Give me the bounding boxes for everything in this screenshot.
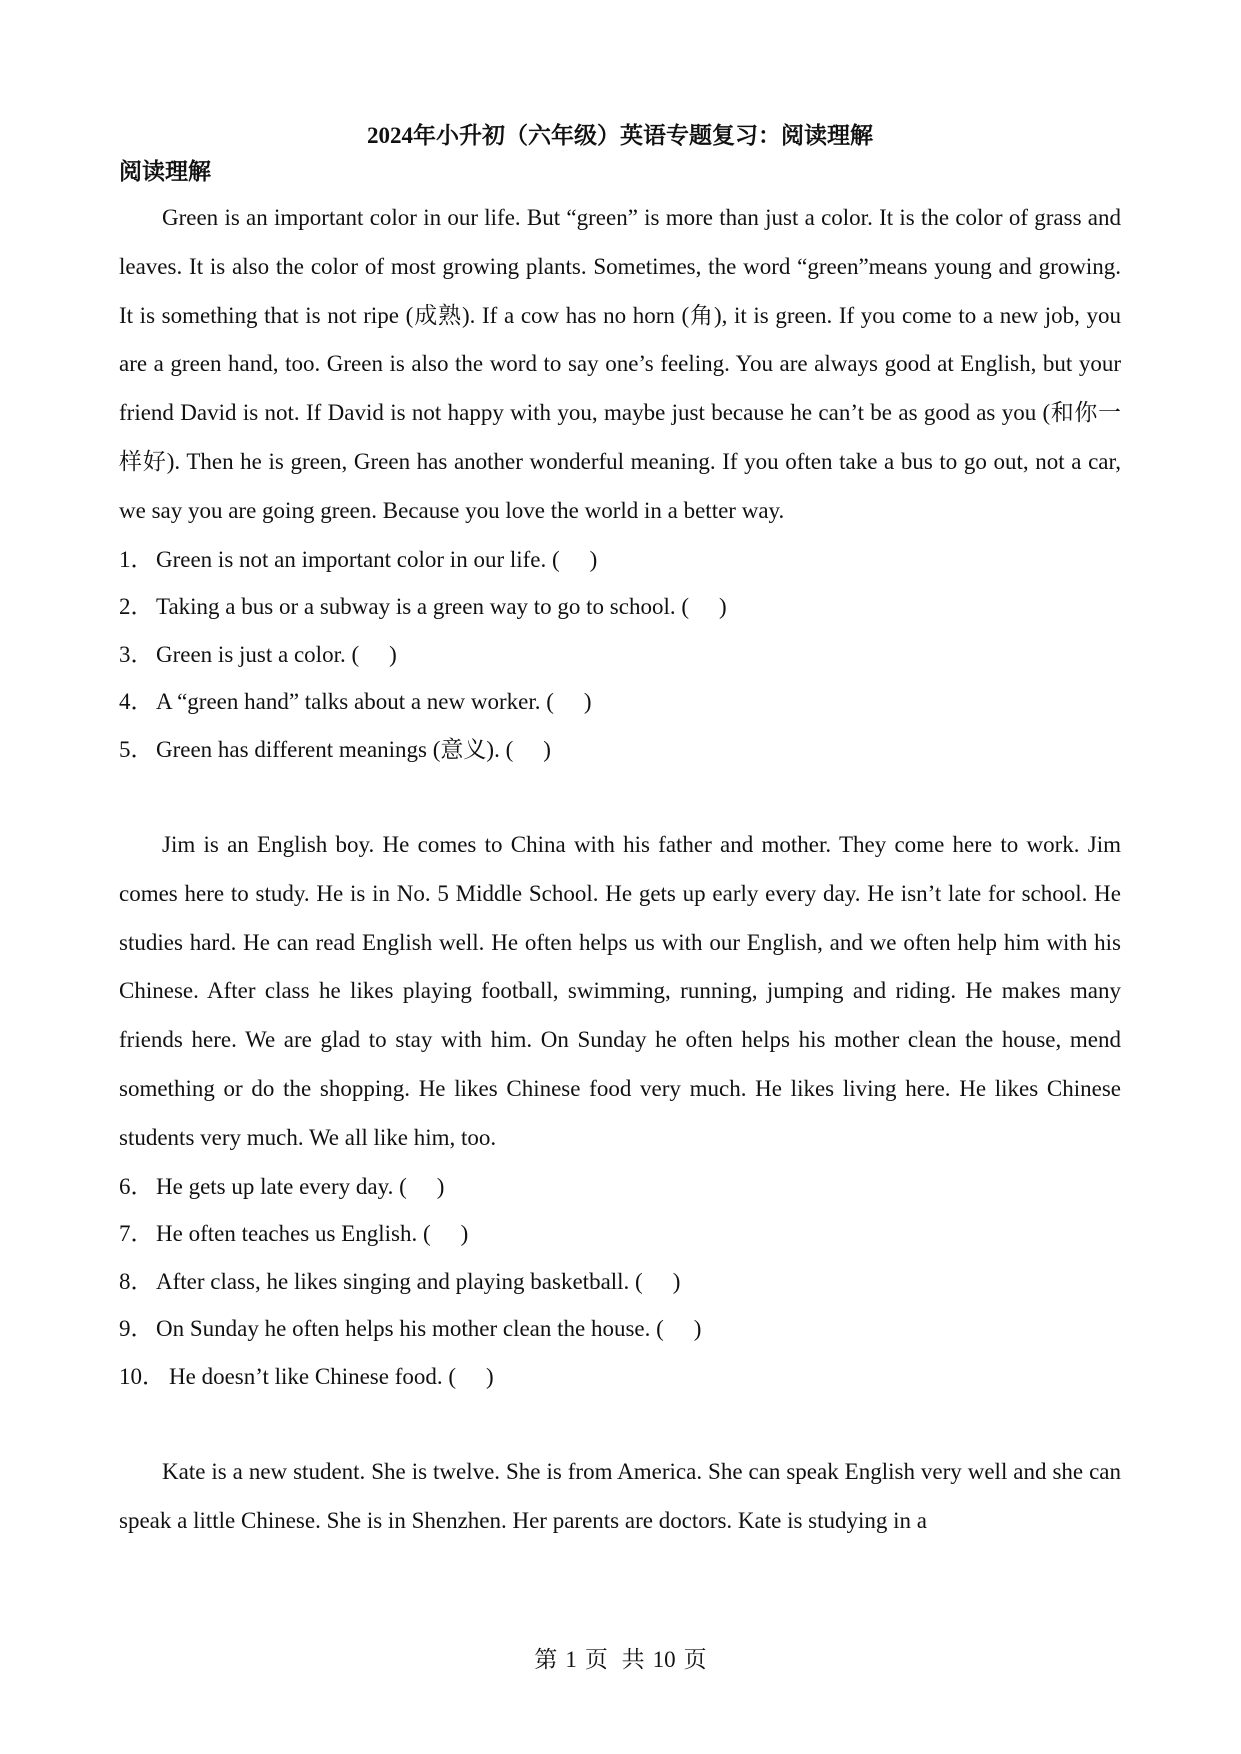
question-number: 2． [119, 594, 154, 620]
passage-2-questions [119, 1163, 1121, 1401]
section-heading: 阅读理解 [119, 159, 211, 184]
page-content [119, 118, 1121, 1546]
passage-2-text: Jim is an English boy. He comes to China with his father and mother. They come here to work. Jim comes here to study. He is in No. 5 Middle School. He gets up early every day. He isn’t late for school. He studies hard. He can read English well. He often helps us with our English, and we often help him with his Chinese. After class he likes playing football, swimming, running, jumping and riding. He makes many friends here. We are glad to stay with him. On Sunday he often helps his mother clean the house, mend something or do the shopping. He likes Chinese food very much. He likes living here. He likes Chinese students very much. We all like him, too. [119, 832, 1121, 1150]
question-number: 7． [119, 1221, 154, 1247]
question-1 [119, 536, 1121, 584]
question-text: On Sunday he often helps his mother clean the house. ( [156, 1316, 664, 1342]
question-close: ) [486, 1363, 494, 1389]
question-close: ) [543, 736, 551, 762]
question-number: 1． [119, 546, 154, 572]
answer-blank[interactable] [643, 1258, 673, 1306]
answer-blank[interactable] [664, 1305, 694, 1353]
question-close: ) [389, 641, 397, 667]
question-3 [119, 631, 1121, 679]
answer-blank[interactable] [407, 1163, 437, 1211]
answer-blank[interactable] [513, 726, 543, 774]
question-2 [119, 583, 1121, 631]
question-close: ) [719, 594, 727, 620]
question-text: He often teaches us English. ( [156, 1221, 431, 1247]
question-text: Taking a bus or a subway is a green way to go to school. ( [156, 594, 690, 620]
question-number: 9． [119, 1316, 154, 1342]
document-title: 2024年小升初（六年级）英语专题复习：阅读理解 [367, 123, 873, 148]
question-text: Green has different meanings (意义). ( [156, 736, 514, 762]
question-number: 10． [119, 1363, 165, 1389]
question-10 [119, 1353, 1121, 1401]
footer-page-number: 1 [565, 1647, 577, 1672]
question-text: After class, he likes singing and playing basketball. ( [156, 1268, 643, 1294]
question-close: ) [693, 1316, 702, 1342]
question-text: A “green hand” talks about a new worker. ( [156, 689, 554, 715]
answer-blank[interactable] [431, 1210, 461, 1258]
question-4 [119, 678, 1121, 726]
question-number: 3． [119, 641, 154, 667]
answer-blank[interactable] [554, 678, 584, 726]
answer-blank[interactable] [560, 536, 590, 584]
question-number: 6． [119, 1173, 154, 1199]
footer-prefix: 第 [534, 1647, 558, 1672]
passage-separator [119, 1400, 1121, 1448]
question-7 [119, 1210, 1121, 1258]
question-close: ) [460, 1221, 469, 1247]
passage-3-text: Kate is a new student. She is twelve. She is from America. She can speak English very well and she can speak a little Chinese. She is in Shenzhen. Her parents are doctors. Kate is studying in a [119, 1459, 1121, 1533]
question-text: He doesn’t like Chinese food. ( [169, 1363, 457, 1389]
question-5 [119, 726, 1121, 774]
page-footer [0, 1645, 1241, 1675]
footer-middle: 页 共 [584, 1647, 645, 1672]
answer-blank[interactable] [359, 631, 389, 679]
answer-blank[interactable] [456, 1353, 486, 1401]
question-9 [119, 1305, 1121, 1353]
question-close: ) [672, 1268, 681, 1294]
passage-1-questions [119, 536, 1121, 774]
question-8 [119, 1258, 1121, 1306]
question-close: ) [589, 546, 598, 572]
question-text: Green is just a color. ( [156, 641, 360, 667]
passage-separator [119, 773, 1121, 821]
footer-total-pages: 10 [652, 1647, 676, 1672]
answer-blank[interactable] [689, 583, 719, 631]
question-text: Green is not an important color in our life. ( [156, 546, 560, 572]
question-text: He gets up late every day. ( [156, 1173, 407, 1199]
question-number: 4． [119, 689, 154, 715]
question-close: ) [583, 689, 592, 715]
footer-suffix: 页 [683, 1647, 707, 1672]
question-number: 5． [119, 736, 154, 762]
passage-1-text: Green is an important color in our life. But “green” is more than just a color. It is the color of grass and leaves. It is also the color of most growing plants. Sometimes, the word “green”means young and growing. It is something that is not ripe (成熟). If a cow has no horn (角), it is green. If you come to a new job, you are a green hand, too. Green is also the word to say one’s feeling. You are always good at English, but your friend David is not. If David is not happy with you, maybe just because he can’t be as good as you (和你一样好). Then he is green, Green has another wonderful meaning. If you often take a bus to go out, not a car, we say you are going green. Because you love the world in a better way. [119, 205, 1121, 523]
question-number: 8． [119, 1268, 154, 1294]
question-close: ) [436, 1173, 445, 1199]
question-6 [119, 1163, 1121, 1211]
